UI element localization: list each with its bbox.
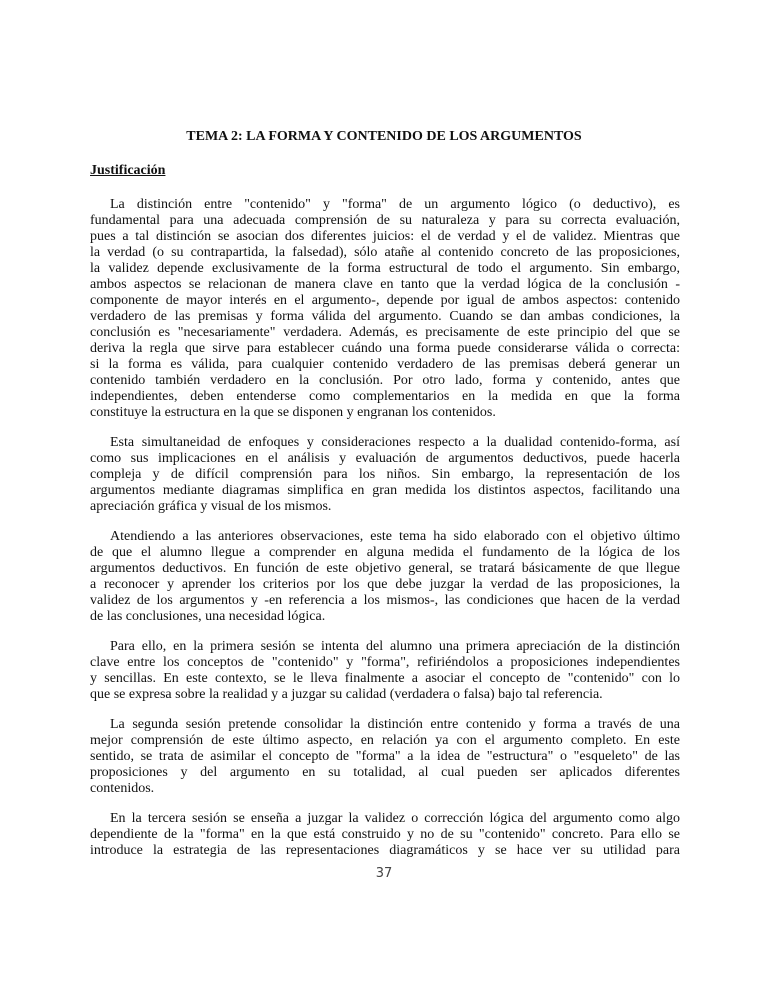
- text-line: dependiente de la "forma" en la que está construido y no de su "contenido" concreto. Para ello se: [90, 827, 680, 842]
- text-line: como sus implicaciones en el análisis y evaluación de argumentos deductivos, puede hacerla: [90, 451, 680, 466]
- text-line: contenidos.: [90, 781, 155, 796]
- text-line: En la tercera sesión se enseña a juzgar la validez o corrección lógica del argumento como algo: [110, 811, 680, 826]
- text-line: fundamental para una adecuada comprensión de su naturaleza y para su correcta evaluación,: [90, 213, 680, 228]
- text-line: sentido, se trata de asimilar el concepto de "forma" a la idea de "estructura" o "esqueleto" de las: [90, 749, 680, 764]
- text-line: de que el alumno llegue a comprender en alguna medida el fundamento de la lógica de los: [90, 545, 680, 560]
- text-line: ambos aspectos se relacionan de manera clave en tanto que la verdad lógica de la conclusión -: [90, 277, 680, 292]
- text-line: argumentos mediante diagramas simplifica en gran medida los distintos aspectos, facilitando una: [90, 483, 680, 498]
- text-line: si la forma es válida, para cualquier contenido verdadero de las premisas deberá generar un: [90, 357, 680, 372]
- text-line: compleja y de difícil comprensión para los niños. Sin embargo, la representación de los: [90, 467, 680, 482]
- text-line: a reconocer y aprender los criterios por los que debe juzgar la verdad de las proposiciones, la: [90, 577, 680, 592]
- text-line: La distinción entre "contenido" y "forma" de un argumento lógico (o deductivo), es: [110, 197, 680, 212]
- text-line: argumentos deductivos. En función de este objetivo general, se tratará básicamente de que llegue: [90, 561, 680, 576]
- text-line: deriva la regla que sirve para establecer cuándo una forma puede considerarse válida o correcta:: [90, 341, 680, 356]
- text-line: la validez depende exclusivamente de la forma estructural de todo el argumento. Sin embargo,: [90, 261, 680, 276]
- paragraph: [90, 529, 680, 625]
- text-line: clave entre los conceptos de "contenido" y "forma", refiriéndolos a proposiciones independientes: [90, 655, 680, 670]
- text-line: validez de los argumentos y -en referencia a los mismos-, las condiciones que hacen de la verdad: [90, 593, 680, 608]
- text-line: pues a tal distinción se asocian dos diferentes juicios: el de verdad y el de validez. Mientras que: [90, 229, 680, 244]
- text-line: y sencillas. En este contexto, se le lleva finalmente a asociar el concepto de "contenido" con lo: [90, 671, 680, 686]
- section-heading: Justificación: [90, 163, 166, 178]
- text-line: independientes, deben entenderse como complementarios en la medida en que la forma: [90, 389, 680, 404]
- text-line: Para ello, en la primera sesión se intenta del alumno una primera apreciación de la distinción: [110, 639, 680, 654]
- text-line: La segunda sesión pretende consolidar la distinción entre contenido y forma a través de una: [110, 717, 680, 732]
- text-line: de las conclusiones, una necesidad lógica.: [90, 609, 326, 624]
- document-body: [90, 197, 680, 859]
- paragraph: [90, 811, 680, 859]
- text-line: conclusión es "necesariamente" verdadera. Además, es precisamente de este principio del que se: [90, 325, 680, 340]
- text-line: constituye la estructura en la que se disponen y engranan los contenidos.: [90, 405, 496, 420]
- text-line: introduce la estrategia de las representaciones diagramáticos y se hace ver su utilidad para: [90, 843, 680, 858]
- paragraph: [90, 435, 680, 515]
- page-title: TEMA 2: LA FORMA Y CONTENIDO DE LOS ARGUMENTOS: [186, 129, 582, 144]
- page-number: 37: [375, 866, 393, 881]
- paragraph: [90, 197, 680, 421]
- paragraph: [90, 639, 680, 703]
- text-line: la verdad (o su contrapartida, la falsedad), sólo atañe al contenido concreto de las proposiciones,: [90, 245, 680, 260]
- text-line: verdadero de las premisas y forma válida del argumento. Cuando se dan ambas condiciones, la: [90, 309, 680, 324]
- text-line: Esta simultaneidad de enfoques y consideraciones respecto a la dualidad contenido-forma, así: [110, 435, 680, 450]
- text-line: apreciación gráfica y visual de los mismos.: [90, 499, 332, 514]
- text-line: Atendiendo a las anteriores observaciones, este tema ha sido elaborado con el objetivo último: [110, 529, 680, 544]
- paragraph: [90, 717, 680, 797]
- text-line: mejor comprensión de este último aspecto, en relación ya con el argumento completo. En este: [90, 733, 680, 748]
- text-line: que se expresa sobre la realidad y a juzgar su calidad (verdadera o falsa) bajo tal referencia.: [90, 687, 603, 702]
- text-line: componente de mayor interés en el argumento-, depende por igual de ambos aspectos: contenido: [90, 293, 680, 308]
- text-line: proposiciones y del argumento en su totalidad, al cual pueden ser aplicados diferentes: [90, 765, 680, 780]
- text-line: contenido también verdadero en la conclusión. Por otro lado, forma y contenido, antes que: [90, 373, 680, 388]
